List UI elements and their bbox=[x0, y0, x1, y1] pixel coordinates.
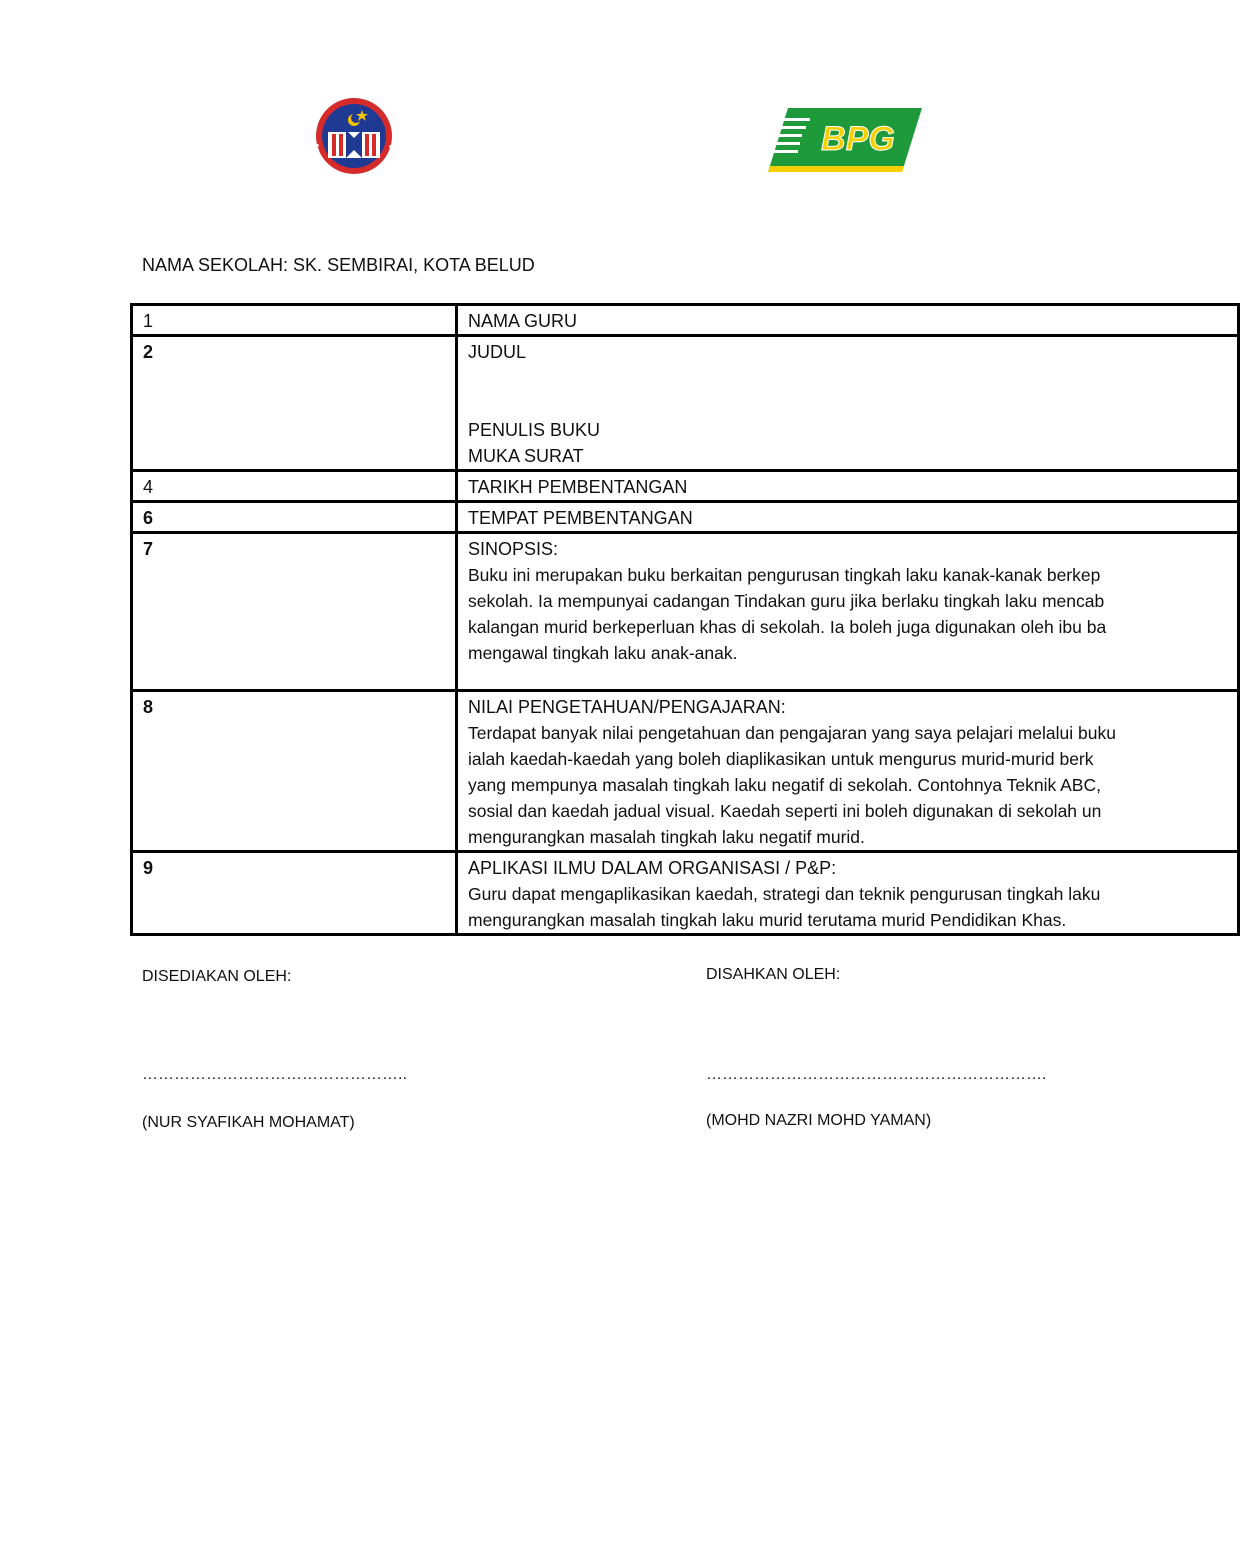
aplikasi-line: Guru dapat mengaplikasikan kaedah, strategi dan teknik pengurusan tingkah laku bbox=[468, 884, 1101, 904]
table-row bbox=[132, 471, 1239, 502]
field-label-aplikasi: APLIKASI ILMU DALAM ORGANISASI / P&P: bbox=[468, 858, 837, 878]
row-number: 1 bbox=[132, 305, 457, 336]
approved-by-name: (MOHD NAZRI MOHD YAMAN) bbox=[706, 1112, 932, 1129]
kpm-crest-logo bbox=[306, 96, 402, 178]
row-number: 2 bbox=[132, 336, 457, 471]
nilai-line: Terdapat banyak nilai pengetahuan dan pengajaran yang saya pelajari melalui buku bbox=[468, 723, 1116, 743]
field-label-muka-surat: MUKA SURAT bbox=[468, 446, 584, 466]
field-cell-nilai bbox=[457, 691, 1239, 852]
row-number: 4 bbox=[132, 471, 457, 502]
sinopsis-line: Buku ini merupakan buku berkaitan pengurusan tingkah laku kanak-kanak berkep bbox=[468, 565, 1101, 585]
table-row bbox=[132, 305, 1239, 336]
school-name-line: NAMA SEKOLAH: SK. SEMBIRAI, KOTA BELUD bbox=[142, 255, 535, 275]
table-row bbox=[132, 533, 1239, 691]
nilai-line: ialah kaedah-kaedah yang boleh diaplikasikan untuk mengurus murid-murid berk bbox=[468, 749, 1094, 769]
nilai-line: mengurangkan masalah tingkah laku negatif murid. bbox=[468, 827, 865, 847]
prepared-by-name: (NUR SYAFIKAH MOHAMAT) bbox=[142, 1114, 355, 1131]
report-table bbox=[130, 303, 1240, 936]
row-number: 6 bbox=[132, 502, 457, 533]
judul-blank bbox=[468, 365, 1237, 417]
bpg-logo bbox=[766, 106, 922, 174]
table-row bbox=[132, 691, 1239, 852]
table-row bbox=[132, 336, 1239, 471]
field-label-sinopsis: SINOPSIS: bbox=[468, 539, 559, 559]
sinopsis-line: sekolah. Ia mempunyai cadangan Tindakan guru jika berlaku tingkah laku mencab bbox=[468, 591, 1105, 611]
field-label-tarikh: TARIKH PEMBENTANGAN bbox=[457, 471, 1239, 502]
field-label-nilai: NILAI PENGETAHUAN/PENGAJARAN: bbox=[468, 697, 786, 717]
table-row bbox=[132, 502, 1239, 533]
sinopsis-line: mengawal tingkah laku anak-anak. bbox=[468, 643, 738, 663]
field-cell-sinopsis bbox=[457, 533, 1239, 691]
row-number: 8 bbox=[132, 691, 457, 852]
field-label-nama-guru: NAMA GURU bbox=[457, 305, 1239, 336]
field-label-penulis-buku: PENULIS BUKU bbox=[468, 420, 601, 440]
table-row bbox=[132, 852, 1239, 935]
row-number: 7 bbox=[132, 533, 457, 691]
field-cell-aplikasi bbox=[457, 852, 1239, 935]
aplikasi-line: mengurangkan masalah tingkah laku murid terutama murid Pendidikan Khas. bbox=[468, 910, 1067, 930]
field-cell-judul bbox=[457, 336, 1239, 471]
prepared-by-label: DISEDIAKAN OLEH: bbox=[142, 968, 292, 985]
row-number: 9 bbox=[132, 852, 457, 935]
approved-by-label: DISAHKAN OLEH: bbox=[706, 966, 841, 983]
prepared-by-signature-line: ………………………………………….. bbox=[142, 1066, 407, 1083]
bpg-logo-text: BPG bbox=[821, 120, 895, 158]
sinopsis-line: kalangan murid berkeperluan khas di sekolah. Ia boleh juga digunakan oleh ibu ba bbox=[468, 617, 1107, 637]
nilai-line: sosial dan kaedah jadual visual. Kaedah seperti ini boleh digunakan di sekolah un bbox=[468, 801, 1102, 821]
field-label-tempat: TEMPAT PEMBENTANGAN bbox=[457, 502, 1239, 533]
field-label-judul: JUDUL bbox=[468, 342, 527, 362]
approved-by-signature-line: ………………………………………………………. bbox=[706, 1066, 1047, 1083]
nilai-line: yang mempunya masalah tingkah laku negatif di sekolah. Contohnya Teknik ABC, bbox=[468, 775, 1101, 795]
